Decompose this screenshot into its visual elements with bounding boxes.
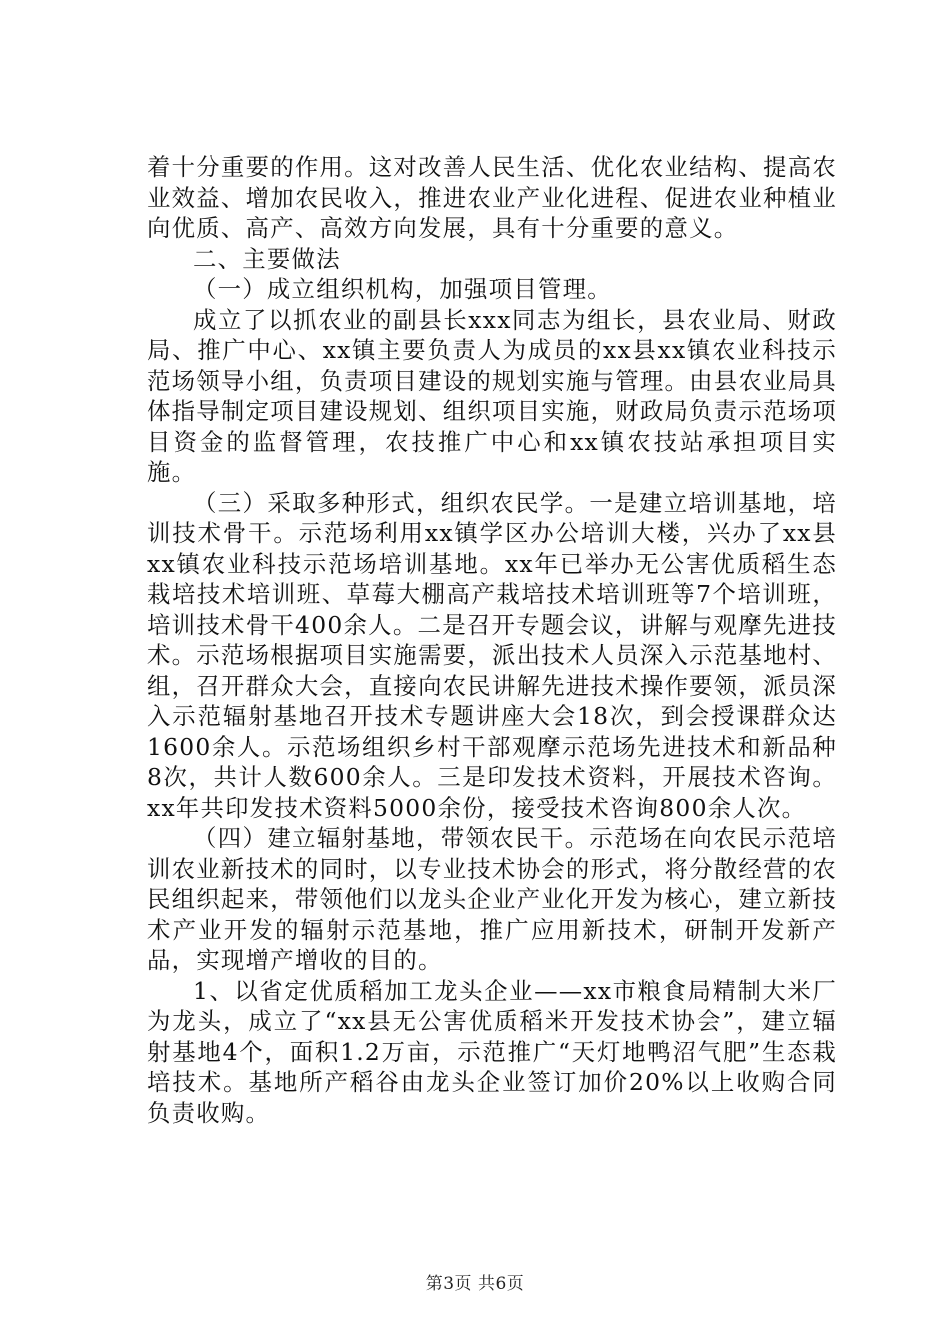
section-heading: 二、主要做法 — [193, 244, 341, 273]
paragraph-organization: 成立了以抓农业的副县长xxx同志为组长，县农业局、财政局、推广中心、xx镇主要负责人为成员的xx县xx镇农业科技示范场领导小组，负责项目建设的规划实施与管理。由县农业局具体指导制定项目建设规划、组织项目实施，财政局负责示范场项目资金的监督管理，农技推广中心和xx镇农技站承担项目实施。 — [147, 305, 837, 486]
paragraph-training: （三）采取多种形式，组织农民学。一是建立培训基地，培训技术骨干。示范场利用xx镇学区办公培训大楼，兴办了xx县xx镇农业科技示范场培训基地。xx年已举办无公害优质稻生态栽培技术培训班、草莓大棚高产栽培技术培训班等7个培训班，培训技术骨干400余人。二是召开专题会议，讲解与观摩先进技术。示范场根据项目实施需要，派出技术人员深入示范基地村、组，召开群众大会，直接向农民讲解先进技术操作要领，派员深入示范辐射基地召开技术专题讲座大会18次，到会授课群众达1600余人。示范场组织乡村干部观摩示范场先进技术和新品种8次，共计人数600余人。三是印发技术资料，开展技术咨询。xx年共印发技术资料5000余份，接受技术咨询800余人次。 — [147, 488, 837, 822]
paragraph-rice-association: 1、以省定优质稻加工龙头企业——xx市粮食局精制大米厂为龙头，成立了“xx县无公害优质稻米开发技术协会”，建立辐射基地4个，面积1.2万亩，示范推广“天灯地鸭沼气肥”生态栽培技术。基地所产稻谷由龙头企业签订加价20%以上收购合同负责收购。 — [147, 976, 837, 1127]
paragraph-radiation-base: （四）建立辐射基地，带领农民干。示范场在向农民示范培训农业新技术的同时，以专业技术协会的形式，将分散经营的农民组织起来，带领他们以龙头企业产业化开发为核心，建立新技术产业开发的辐射示范基地，推广应用新技术，研制开发新产品，实现增产增收的目的。 — [147, 824, 837, 974]
subsection-heading: （一）成立组织机构，加强项目管理。 — [193, 275, 612, 303]
paragraph-continuation: 着十分重要的作用。这对改善人民生活、优化农业结构、提高农业效益、增加农民收入，推进农业产业化进程、促进农业种植业向优质、高产、高效方向发展，具有十分重要的意义。 — [147, 153, 837, 242]
page-number-footer: 第3页 共6页 — [425, 1274, 525, 1294]
document-body — [147, 152, 837, 1128]
